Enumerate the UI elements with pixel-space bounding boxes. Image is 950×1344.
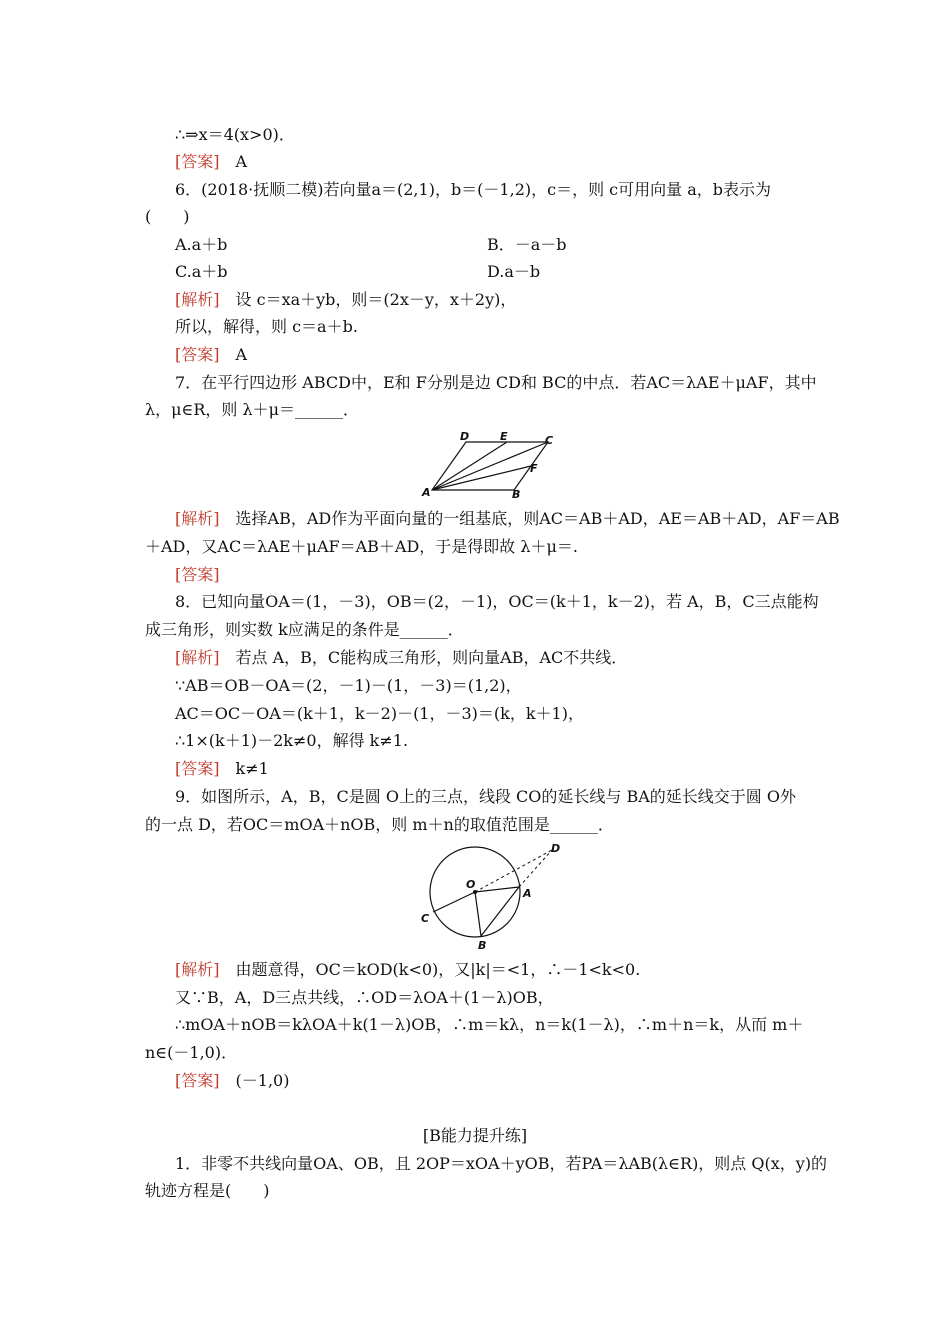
question-9: 9．如图所示，A，B，C是圆 O上的三点，线段 CO的延长线与 BA的延长线交于圆 O外 [175,787,796,806]
question-8-cont: 成三角形，则实数 k应满足的条件是______． [145,620,464,639]
label-c: C [421,912,430,925]
answer-line [175,152,247,172]
analysis-line [175,648,627,668]
label-o: O [466,878,476,891]
vector-oa [475,887,519,892]
analysis-text: 选择AB，AD作为平面向量的一组基底，则AC＝AB＋AD，AE＝AB＋AD，AF＝AB [235,509,840,528]
label-e: E [500,430,508,443]
label-c: C [545,434,554,447]
text-line: 又∵B，A，D三点共线，∴OD＝λOA＋(1－λ)OB， [175,988,554,1007]
question-b1-cont: 轨迹方程是( ) [145,1181,270,1200]
label-a: A [523,887,532,900]
answer-tag: [答案] [175,1071,220,1090]
label-a: A [422,486,431,499]
text-line: ＋AD，又AC＝λAE＋μAF＝AB＋AD，于是得即故 λ＋μ＝. [145,537,579,556]
analysis-line [175,960,640,980]
analysis-text: 若点 A，B，C能构成三角形，则向量AB，AC不共线． [235,648,628,667]
answer-line [175,1071,289,1091]
question-6-paren: ( ) [145,207,190,226]
segment-ba [481,887,519,936]
section-heading: [B能力提升练] [422,1126,528,1145]
question-7-cont: λ，μ∈R，则 λ＋μ＝______． [145,400,360,419]
analysis-text: 由题意得，OC＝kOD(k<0)，又|k|＝<1，∴－1<k<0. [235,960,641,979]
answer-tag: [答案] [175,152,220,171]
label-d: D [460,430,470,443]
circle-figure [415,840,565,955]
text-line: ∴1×(k＋1)－2k≠0，解得 k≠1. [175,731,409,750]
analysis-tag: [解析] [175,960,220,979]
answer-tag: [答案] [175,345,220,364]
text-line: ∴⇒x＝4(x>0)． [175,125,295,144]
option-c: C.a＋b [175,262,228,281]
vector-oc [433,892,475,912]
analysis-tag: [解析] [175,509,220,528]
label-b: B [512,488,521,500]
question-8: 8．已知向量OA＝(1，－3)，OB＝(2，－1)，OC＝(k＋1，k－2)，若 A，B，C三点能构 [175,592,819,611]
text-line: 所以，解得，则 c＝a＋b. [175,317,358,336]
option-d: D.a－b [487,262,541,281]
answer-value: (－1,0) [235,1071,290,1090]
text-line: ∴mOA＋nOB＝kλOA＋k(1－λ)OB，∴m＝kλ，n＝k(1－λ)，∴m＋n＝k，从而 m＋ [175,1015,804,1034]
label-f: F [530,462,538,475]
question-9-cont: 的一点 D，若OC＝mOA＋nOB，则 m＋n的取值范围是______． [145,815,614,834]
analysis-line [175,509,840,529]
question-7: 7．在平行四边形 ABCD中，E和 F分别是边 CD和 BC的中点．若AC＝λAE＋μAF，其中 [175,373,817,392]
parallelogram-figure [420,428,565,500]
answer-value: A [235,345,248,364]
analysis-line [175,290,516,310]
answer-line [175,565,220,585]
answer-line [175,759,269,779]
label-d: D [551,842,561,855]
analysis-text: 设 c＝xa＋yb，则＝(2x－y，x＋2y)， [235,290,517,309]
option-b: B．－a－b [487,235,567,254]
answer-value: k≠1 [235,759,269,778]
vector-ae [432,442,507,490]
analysis-tag: [解析] [175,648,220,667]
question-6: 6．(2018·抚顺二模)若向量a＝(2,1)，b＝(－1,2)，c＝，则 c可用向量 a，b表示为 [175,180,771,199]
line-od-dashed [475,850,552,892]
text-line: AC＝OC－OA＝(k＋1，k－2)－(1，－3)＝(k，k＋1)， [175,704,584,723]
answer-tag: [答案] [175,759,220,778]
label-b: B [478,939,487,952]
text-line: ∵AB＝OB－OA＝(2，－1)－(1，－3)＝(1,2)， [175,676,522,695]
text-line: n∈(－1,0)． [145,1043,238,1062]
answer-tag: [答案] [175,565,220,584]
answer-line [175,345,247,365]
vector-ob [475,892,481,936]
line-ad-dashed [519,850,552,887]
option-a: A.a＋b [175,235,228,254]
question-b1: 1．非零不共线向量OA、OB，且 2OP＝xOA＋yOB，若PA＝λAB(λ∈R)，则点 Q(x，y)的 [175,1154,828,1173]
analysis-tag: [解析] [175,290,220,309]
answer-value: A [235,152,248,171]
